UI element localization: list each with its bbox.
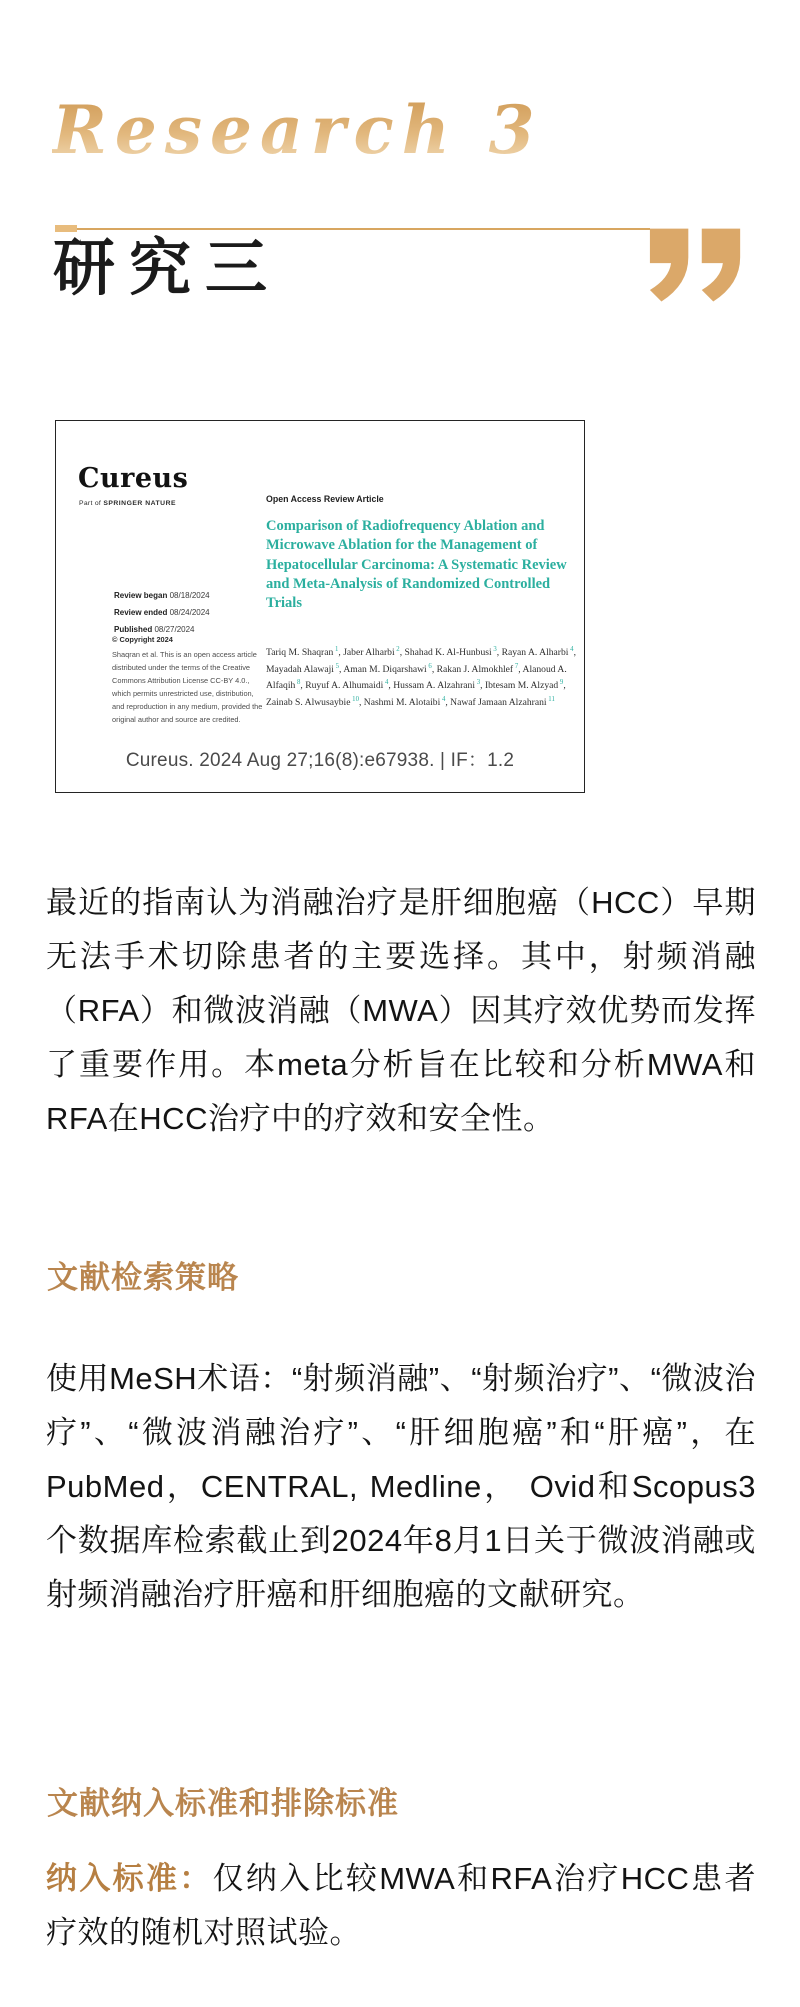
publisher-brand: SPRINGER NATURE bbox=[103, 500, 177, 507]
page-script-title: Research 3 bbox=[52, 91, 543, 169]
quote-icon bbox=[648, 228, 744, 306]
inclusion-paragraph bbox=[46, 1852, 756, 1960]
inclusion-label: 纳入标准： bbox=[46, 1861, 213, 1896]
criteria-heading: 文献纳入标准和排除标准 bbox=[47, 1786, 399, 1821]
review-ended-label: Review ended bbox=[114, 608, 168, 617]
page-title: 研究三 bbox=[53, 235, 282, 303]
inclusion-text: 仅纳入比较MWA和RFA治疗HCC患者疗效的随机对照试验。 bbox=[46, 1861, 757, 1950]
journal-logo: Cureus bbox=[78, 463, 189, 494]
copyright-block bbox=[112, 633, 264, 726]
intro-paragraph: 最近的指南认为消融治疗是肝细胞癌（HCC）早期无法手术切除患者的主要选择。其中，射频消融（RFA）和微波消融（MWA）因其疗效优势而发挥了重要作用。本meta分析旨在比较和分析MWA和RFA在HCC治疗中的疗效和安全性。 bbox=[46, 885, 756, 1136]
published-value: 08/27/2024 bbox=[154, 625, 195, 634]
review-began-label: Review began bbox=[114, 591, 168, 600]
review-ended-value: 08/24/2024 bbox=[169, 608, 210, 617]
article-type-label: Open Access Review Article bbox=[266, 494, 384, 504]
review-began-value: 08/18/2024 bbox=[169, 591, 210, 600]
authors-line: Tariq M. Shaqran $^1$, Jaber Alharbi $^2$, Shahad K. Al-Hunbusi $^3$, Rayan A. Alharbi $^4$, Mayadah Alawaji $^5$, Aman M. Diqarshawi $^6$, Rakan J. Almokhlef $^7$, Alanoud A. Alfaqih $^8$, Ruyuf A. Alhumaidi $^4$, Hussam A. Alzahrani $^3$, Ibtesam M. Alzyad $^9$, Zainab S. Alwusaybie $^{10}$, Nashmi M. Alotaibi $^4$, Nawaf Jamaan Alzahrani $^{11}$ bbox=[266, 646, 576, 709]
license-text: Shaqran et al. This is an open access article distributed under the terms of the Creative Commons Attribution License CC-BY 4.0., which permits unrestricted use, distribution, and reproduction in any medium, provided the original author and source are credited. bbox=[112, 650, 263, 724]
search-strategy-paragraph: 使用MeSH术语：“射频消融”、“射频治疗”、“微波治疗”、“微波消融治疗”、“肝细胞癌”和“肝癌”，在PubMed，CENTRAL, Medline， Ovid和Scopus3个数据库检索截止到2024年8月1日关于微波消融或射频消融治疗肝癌和肝细胞癌的文献研究。 bbox=[46, 1361, 756, 1612]
search-strategy-heading: 文献检索策略 bbox=[47, 1260, 239, 1295]
citation-line: Cureus. 2024 Aug 27;16(8):e67938. | IF：1.2 bbox=[125, 750, 515, 771]
copyright-line: © Copyright 2024 bbox=[112, 635, 173, 644]
divider-cap bbox=[55, 225, 77, 232]
publisher-prefix: Part of bbox=[79, 500, 104, 507]
journal-publisher bbox=[79, 500, 176, 507]
paper-card bbox=[55, 420, 585, 793]
review-ended-row bbox=[114, 604, 269, 621]
paper-title: Comparison of Radiofrequency Ablation and Microwave Ablation for the Management of Hepatocellular Carcinoma: A Systematic Review and Meta-Analysis of Randomized Controlled Trials bbox=[266, 518, 567, 612]
review-began-row bbox=[114, 587, 269, 604]
header-divider bbox=[55, 225, 650, 232]
divider-line bbox=[77, 228, 650, 230]
published-label: Published bbox=[114, 625, 153, 634]
review-dates bbox=[114, 587, 269, 638]
